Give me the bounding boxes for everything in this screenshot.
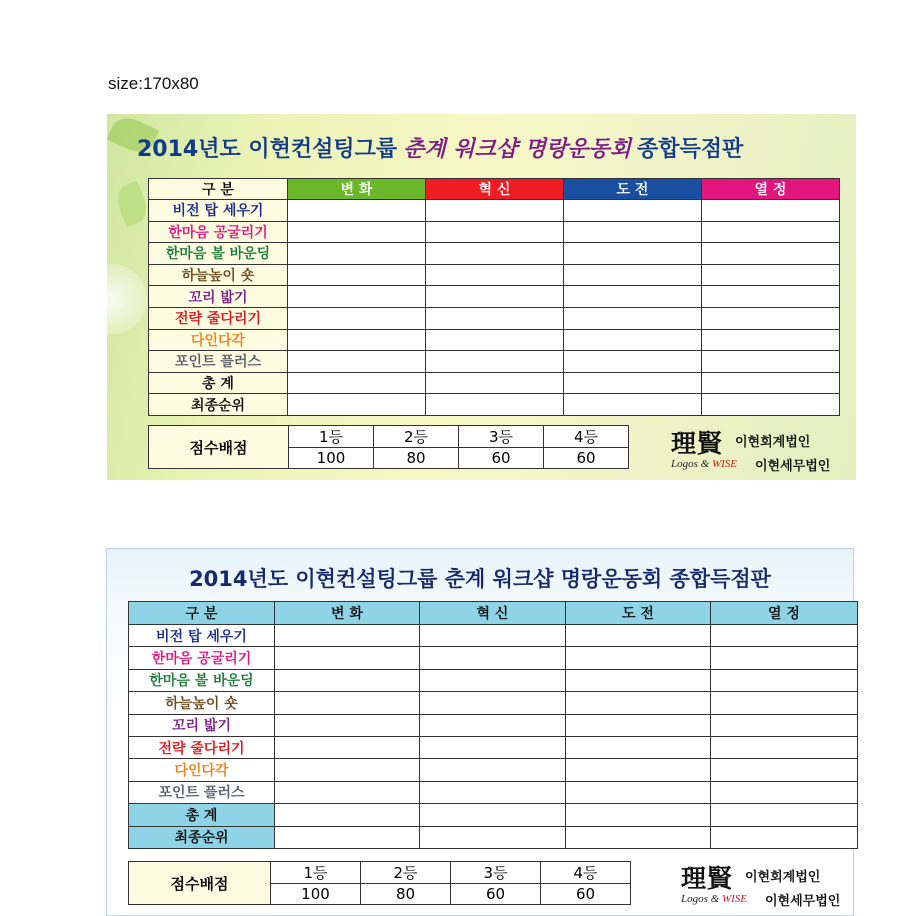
score-cell[interactable] [420,781,566,803]
event-label: 하늘높이 숏 [149,264,288,286]
title-part-3: 종합득점판 [637,137,744,162]
rank-2: 2등 [374,426,459,448]
score-cell[interactable] [702,307,840,329]
header-category: 구 분 [149,179,288,200]
table-row [129,804,858,826]
score-cell[interactable] [711,669,858,691]
score-cell[interactable] [288,221,426,243]
logo-firm-tax: 이현세무법인 [765,894,841,909]
event-label: 다인다각 [149,329,288,351]
scoreboard-design-1 [107,114,856,480]
score-cell[interactable] [275,781,420,803]
table-row [149,221,840,243]
score-cell[interactable] [564,307,702,329]
score-cell[interactable] [702,329,840,351]
score-cell[interactable] [275,669,420,691]
score-cell[interactable] [288,329,426,351]
summary-row-label: 총 계 [149,372,288,394]
light-glow-decoration [107,264,147,334]
score-cell[interactable] [564,394,702,416]
score-cell[interactable] [420,759,566,781]
score-cell[interactable] [711,759,858,781]
logo-subtitle: Logos & WISE [681,893,748,905]
table-row [149,372,840,394]
score-cell[interactable] [702,221,840,243]
score-cell[interactable] [275,736,420,758]
event-label: 비전 탑 세우기 [149,200,288,222]
table-header-row [149,179,840,200]
score-cell[interactable] [288,394,426,416]
leaf-decoration [113,181,151,227]
score-cell[interactable] [426,243,564,265]
score-cell[interactable] [711,781,858,803]
event-label: 비전 탑 세우기 [129,625,275,647]
score-cell[interactable] [288,243,426,265]
score-cell[interactable] [420,669,566,691]
rank-1: 1등 [271,862,361,884]
table-row [129,714,858,736]
event-label: 다인다각 [129,759,275,781]
points-3: 60 [459,448,544,469]
score-table [128,601,858,849]
score-cell[interactable] [426,200,564,222]
event-label: 포인트 플러스 [149,351,288,373]
event-label: 전략 줄다리기 [129,736,275,758]
score-cell[interactable] [426,307,564,329]
rank-1: 1등 [289,426,374,448]
score-cell[interactable] [566,647,711,669]
table-row [129,759,858,781]
score-cell[interactable] [702,200,840,222]
header-team-innovation: 혁 신 [420,602,566,625]
event-label: 꼬리 밟기 [149,286,288,308]
score-cell[interactable] [702,264,840,286]
score-cell[interactable] [275,759,420,781]
score-cell[interactable] [566,714,711,736]
score-cell[interactable] [711,647,858,669]
points-table [128,861,631,905]
score-cell[interactable] [420,647,566,669]
score-cell[interactable] [275,647,420,669]
table-row [149,307,840,329]
score-cell[interactable] [426,286,564,308]
logo-firm-accounting: 이현회계법인 [735,435,811,450]
score-cell[interactable] [702,351,840,373]
score-cell[interactable] [564,372,702,394]
score-cell[interactable] [711,625,858,647]
table-row [149,264,840,286]
points-1: 100 [289,448,374,469]
score-cell[interactable] [711,714,858,736]
event-label: 한마음 공굴리기 [149,221,288,243]
table-row [129,692,858,714]
score-cell[interactable] [566,804,711,826]
board-title [137,132,852,172]
score-cell[interactable] [288,351,426,373]
score-cell[interactable] [426,221,564,243]
score-cell[interactable] [420,692,566,714]
score-cell[interactable] [711,736,858,758]
score-cell[interactable] [275,826,420,848]
header-team-passion: 열 정 [702,179,840,200]
size-label: size:170x80 [108,74,199,93]
header-team-change: 변 화 [288,179,426,200]
score-cell[interactable] [275,804,420,826]
score-cell[interactable] [288,200,426,222]
score-cell[interactable] [566,826,711,848]
rank-4: 4등 [544,426,629,448]
score-cell[interactable] [275,625,420,647]
title-part-1: 2014년도 이현컨설팅그룹 [137,137,398,162]
score-cell[interactable] [288,307,426,329]
score-cell[interactable] [564,329,702,351]
event-label: 하늘높이 숏 [129,692,275,714]
header-team-passion: 열 정 [711,602,858,625]
logo-hanja: 理賢 [681,864,734,893]
score-cell[interactable] [566,781,711,803]
summary-row-label: 최종순위 [149,394,288,416]
logo-hanja: 理賢 [671,429,724,458]
score-cell[interactable] [275,714,420,736]
rank-3: 3등 [451,862,541,884]
table-row [129,647,858,669]
logo-subtitle: Logos & WISE [671,458,738,470]
score-cell[interactable] [275,692,420,714]
score-table [148,178,840,416]
score-cell[interactable] [420,736,566,758]
score-cell[interactable] [711,804,858,826]
header-team-change: 변 화 [275,602,420,625]
points-label: 점수배점 [149,426,289,469]
score-cell[interactable] [288,264,426,286]
table-row [149,394,840,416]
event-label: 한마음 볼 바운딩 [149,243,288,265]
score-cell[interactable] [420,714,566,736]
logo-firm-tax: 이현세무법인 [755,459,831,474]
score-cell[interactable] [564,264,702,286]
score-cell[interactable] [702,372,840,394]
score-cell[interactable] [426,264,564,286]
event-label: 포인트 플러스 [129,781,275,803]
table-header-row [129,602,858,625]
score-cell[interactable] [420,804,566,826]
points-2: 80 [374,448,459,469]
score-cell[interactable] [564,200,702,222]
event-label: 한마음 공굴리기 [129,647,275,669]
header-team-innovation: 혁 신 [426,179,564,200]
score-cell[interactable] [426,329,564,351]
event-label: 전략 줄다리기 [149,307,288,329]
score-cell[interactable] [566,692,711,714]
table-row [149,329,840,351]
table-row [149,200,840,222]
logo-firm-accounting: 이현회계법인 [745,870,821,885]
score-cell[interactable] [564,351,702,373]
score-cell[interactable] [711,826,858,848]
event-label: 꼬리 밟기 [129,714,275,736]
score-cell[interactable] [702,394,840,416]
score-cell[interactable] [288,372,426,394]
points-3: 60 [451,884,541,905]
table-row [149,351,840,373]
score-cell[interactable] [566,669,711,691]
summary-row-label: 최종순위 [129,826,275,848]
score-cell[interactable] [566,625,711,647]
board-title: 2014년도 이현컨설팅그룹 춘계 워크샵 명랑운동회 종합득점판 [189,567,771,591]
score-cell[interactable] [420,826,566,848]
points-label: 점수배점 [129,862,271,905]
table-row [129,736,858,758]
rank-2: 2등 [361,862,451,884]
header-team-challenge: 도 전 [566,602,711,625]
title-part-2: 춘계 워크샵 명랑운동회 [403,136,632,162]
points-4: 60 [541,884,631,905]
summary-row-label: 총 계 [129,804,275,826]
score-cell[interactable] [426,372,564,394]
score-cell[interactable] [566,759,711,781]
score-cell[interactable] [711,692,858,714]
score-cell[interactable] [564,243,702,265]
points-4: 60 [544,448,629,469]
header-team-challenge: 도 전 [564,179,702,200]
score-cell[interactable] [702,243,840,265]
points-table [148,425,629,469]
score-cell[interactable] [702,286,840,308]
score-cell[interactable] [426,394,564,416]
score-cell[interactable] [420,625,566,647]
score-cell[interactable] [426,351,564,373]
table-row [149,286,840,308]
rank-4: 4등 [541,862,631,884]
score-cell[interactable] [564,286,702,308]
points-2: 80 [361,884,451,905]
score-cell[interactable] [566,736,711,758]
score-cell[interactable] [288,286,426,308]
rank-3: 3등 [459,426,544,448]
points-1: 100 [271,884,361,905]
header-category: 구 분 [129,602,275,625]
scoreboard-design-2 [106,548,854,916]
score-cell[interactable] [564,221,702,243]
table-row [129,669,858,691]
table-row [129,625,858,647]
table-row [149,243,840,265]
event-label: 한마음 볼 바운딩 [129,669,275,691]
table-row [129,826,858,848]
table-row [129,781,858,803]
